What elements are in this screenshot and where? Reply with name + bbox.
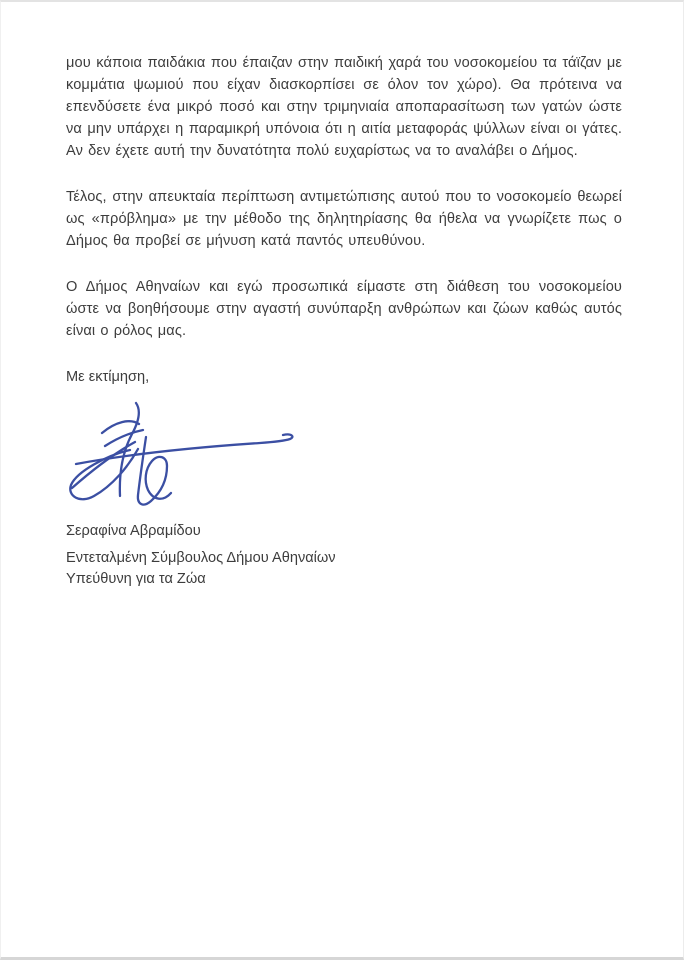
handwritten-signature <box>60 396 300 518</box>
paragraph-2: Τέλος, στην απευκταία περίπτωση αντιμετώπισης αυτού που το νοσοκομείο θεωρεί ως «πρόβλημα» με την μέθοδο της δηλητηρίασης θα ήθελα να γνωρίζετε πως ο Δήμος θα προβεί σε μήνυση κατά παντός υπευθύνου. <box>66 189 622 249</box>
paragraph-3: Ο Δήμος Αθηναίων και εγώ προσωπικά είμαστε στη διάθεση του νοσοκομείου ώστε να βοηθήσουμε στην αγαστή συνύπαρξη ανθρώπων και ζώων καθώς αυτός είναι ο ρόλος μας. <box>66 279 622 339</box>
signature-ink-icon <box>60 396 300 518</box>
signatory-role-line-2: Υπεύθυνη για τα Ζώα <box>66 571 206 587</box>
letter-body <box>66 52 622 590</box>
closing-salutation: Με εκτίμηση, <box>66 369 150 385</box>
signatory-role-line-1: Εντεταλμένη Σύμβουλος Δήμου Αθηναίων <box>66 550 336 566</box>
paragraph-1: μου κάποια παιδάκια που έπαιζαν στην παιδική χαρά του νοσοκομείου τα τάϊζαν με κομμάτια ψωμιού που είχαν διασκορπίσει σε όλον τον χώρο). Θα πρότεινα να επενδύσετε ένα μικρό ποσό και στην τριμηνιαία αποπαρασίτωση των γατών ώστε να μην υπάρχει η παραμικρή υπόνοια ότι η αιτία μεταφοράς ψύλλων είναι οι γάτες. Αν δεν έχετε αυτή την δυνατότητα πολύ ευχαρίστως να το αναλάβει ο Δήμος. <box>66 55 622 159</box>
signatory-name: Σεραφίνα Αβραμίδου <box>66 523 201 539</box>
